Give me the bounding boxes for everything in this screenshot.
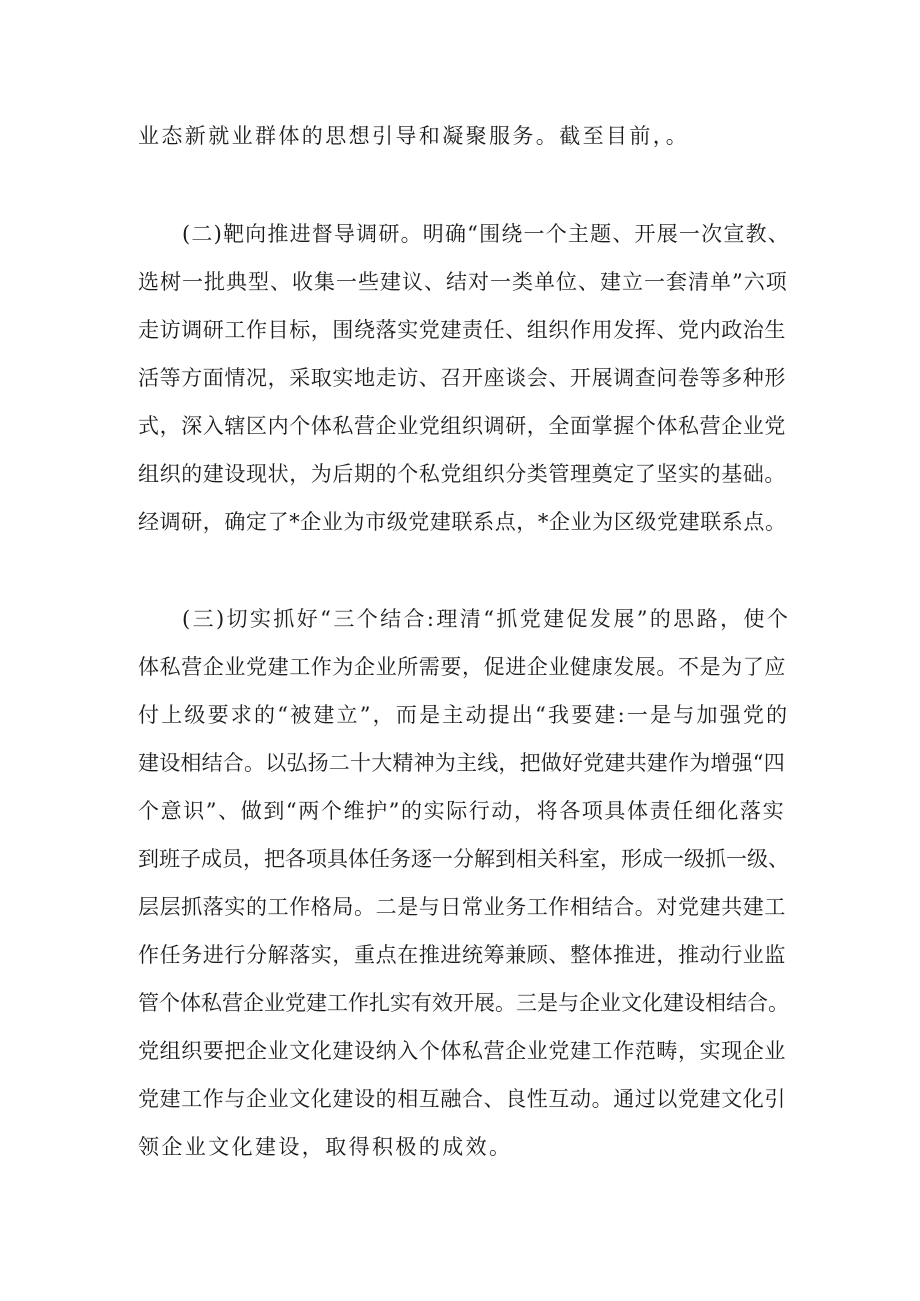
paragraph-line: 建设相结合。以弘扬二十大精神为主线，把做好党建共建作为增强“四 [138,751,785,775]
paragraph-line: 作任务进行分解落实，重点在推进统筹兼顾、整体推进，推动行业监 [138,943,786,967]
paragraph-line: 领企业文化建设，取得积极的成效。 [138,1135,513,1159]
paragraph-line: 付上级要求的“被建立”，而是主动提出“我要建:一是与加强党的 [138,703,790,727]
section-heading-line: (二)靶向推进督导调研。明确“围绕一个主题、开展一次宣教、 [182,222,790,246]
paragraph-line: 管个体私营企业党建工作扎实有效开展。三是与企业文化建设相结合。 [138,991,789,1015]
paragraph-line: 个意识”、做到“两个维护”的实际行动，将各项具体责任细化落实 [138,799,786,823]
paragraph-line: 活等方面情况，采取实地走访、召开座谈会、开展调查问卷等多种形 [138,366,786,390]
paragraph-line: 组织的建设现状，为后期的个私党组织分类管理奠定了坚实的基础。 [138,462,786,486]
paragraph-line: 体私营企业党建工作为企业所需要，促进企业健康发展。不是为了应 [138,655,786,679]
paragraph-line: 到班子成员，把各项具体任务逐一分解到相关科室，形成一级抓一级、 [138,847,789,871]
paragraph-line: 党建工作与企业文化建设的相互融合、良性互动。通过以党建文化引 [138,1087,786,1111]
section-heading-line: (三)切实抓好“三个结合:理清“抓党建促发展”的思路，使个 [182,607,791,631]
paragraph-line: 业态新就业群体的思想引导和凝聚服务。截至目前，。 [138,124,690,148]
paragraph-line: 层层抓落实的工作格局。二是与日常业务工作相结合。对党建共建工 [138,895,786,919]
paragraph-line: 党组织要把企业文化建设纳入个体私营企业党建工作范畴，实现企业 [138,1039,786,1063]
paragraph-line: 选树一批典型、收集一些建议、结对一类单位、建立一套清单”六项 [138,270,788,294]
paragraph-line: 式，深入辖区内个体私营企业党组织调研，全面掌握个体私营企业党 [138,414,786,438]
paragraph-line: 经调研，确定了*企业为市级党建联系点，*企业为区级党建联系点。 [138,510,787,534]
paragraph-line: 走访调研工作目标，围绕落实党建责任、组织作用发挥、党内政治生 [138,318,786,342]
